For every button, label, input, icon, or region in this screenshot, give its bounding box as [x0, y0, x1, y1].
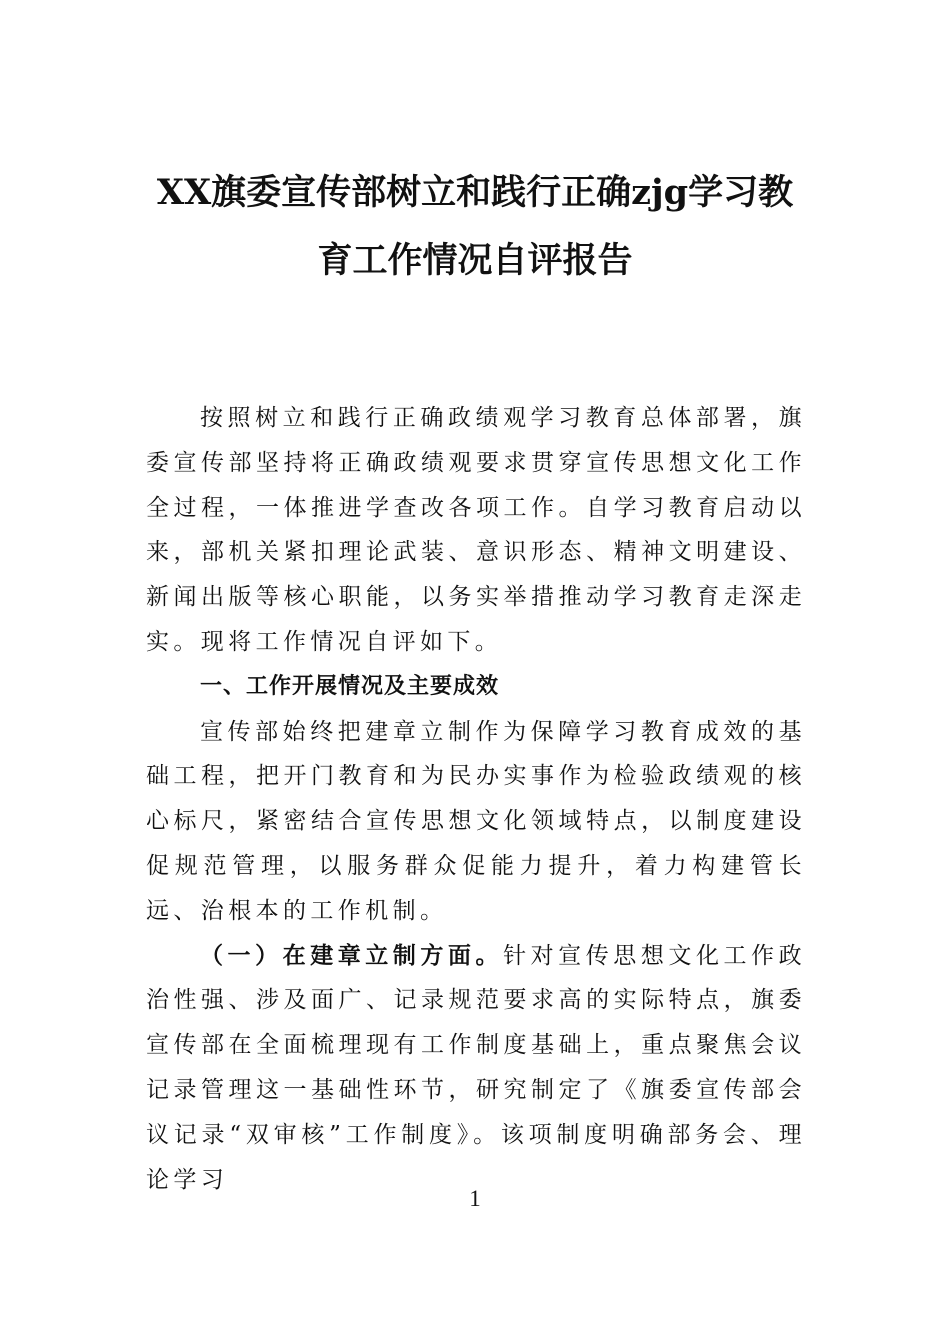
- section-heading-1: 一、工作开展情况及主要成效: [200, 673, 500, 699]
- document-title-line-2: 育工作情况自评报告: [317, 240, 633, 281]
- subsection-1-lead: （一）在建章立制方面。: [200, 941, 504, 969]
- document-title-line-1: XX旗委宣传部树立和践行正确zjg学习教: [156, 172, 794, 213]
- section-1-paragraph: 宣传部始终把建章立制作为保障学习教育成效的基础工程，把开门教育和为民办实事作为检验政绩观的核心标尺，紧密结合宣传思想文化领域特点，以制度建设促规范管理，以服务群众促能力提升，着力构建管长远、治根本的工作机制。: [146, 718, 806, 924]
- subsection-1-text: 针对宣传思想文化工作政治性强、涉及面广、记录规范要求高的实际特点，旗委宣传部在全面梳理现有工作制度基础上，重点聚焦会议记录管理这一基础性环节，研究制定了《旗委宣传部会议记录“双审核”工作制度》。该项制度明确部务会、理论学习: [146, 942, 806, 1193]
- subsection-1-paragraph: [146, 934, 806, 1203]
- document-body: [146, 396, 806, 1202]
- intro-paragraph: 按照树立和践行正确政绩观学习教育总体部署，旗委宣传部坚持将正确政绩观要求贯穿宣传思想文化工作全过程，一体推进学查改各项工作。自学习教育启动以来，部机关紧扣理论武装、意识形态、精神文明建设、新闻出版等核心职能，以务实举措推动学习教育走深走实。现将工作情况自评如下。: [146, 405, 806, 655]
- page-number: 1: [469, 1186, 481, 1211]
